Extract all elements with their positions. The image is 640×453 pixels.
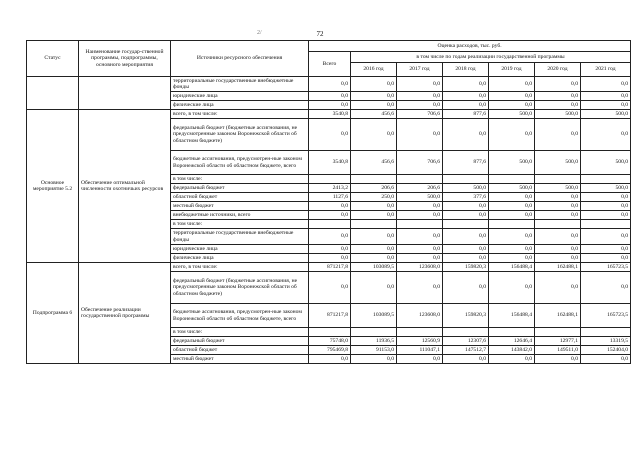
year-value: 11936,5 bbox=[351, 337, 397, 346]
year-value bbox=[581, 175, 631, 184]
source-label: местный бюджет bbox=[171, 355, 309, 364]
header-year: 2021 год bbox=[581, 63, 631, 77]
year-value: 877,6 bbox=[443, 151, 489, 175]
header-year: 2020 год bbox=[535, 63, 581, 77]
total-value: 0,0 bbox=[309, 92, 351, 101]
year-value: 0,0 bbox=[489, 272, 535, 304]
year-value: 0,0 bbox=[443, 202, 489, 211]
source-label: федеральный бюджет bbox=[171, 184, 309, 193]
year-value: 12560,9 bbox=[397, 337, 443, 346]
source-label: федеральный бюджет bbox=[171, 337, 309, 346]
year-value bbox=[581, 220, 631, 229]
year-value: 0,0 bbox=[397, 272, 443, 304]
year-value: 165723,5 bbox=[581, 304, 631, 328]
year-value: 0,0 bbox=[397, 77, 443, 92]
header-status: Статус bbox=[27, 41, 79, 77]
year-value: 91153,0 bbox=[351, 346, 397, 355]
total-value: 3540,8 bbox=[309, 151, 351, 175]
year-value: 0,0 bbox=[581, 202, 631, 211]
year-value: 152404,0 bbox=[581, 346, 631, 355]
total-value: 2413,2 bbox=[309, 184, 351, 193]
year-value: 0,0 bbox=[443, 92, 489, 101]
year-value bbox=[443, 220, 489, 229]
total-value: 0,0 bbox=[309, 229, 351, 245]
year-value: 0,0 bbox=[443, 254, 489, 263]
scan-mark: 2/ bbox=[257, 30, 262, 36]
year-value: 500,0 bbox=[581, 110, 631, 119]
year-value: 165723,5 bbox=[581, 263, 631, 272]
year-value: 0,0 bbox=[397, 245, 443, 254]
year-value: 0,0 bbox=[489, 245, 535, 254]
year-value bbox=[351, 328, 397, 337]
year-value: 0,0 bbox=[535, 355, 581, 364]
year-value: 500,0 bbox=[581, 151, 631, 175]
year-value: 0,0 bbox=[443, 119, 489, 151]
year-value: 0,0 bbox=[443, 229, 489, 245]
year-value: 250,0 bbox=[351, 193, 397, 202]
total-value: 0,0 bbox=[309, 211, 351, 220]
year-value: 500,0 bbox=[489, 184, 535, 193]
year-value: 0,0 bbox=[443, 101, 489, 110]
year-value: 500,0 bbox=[397, 193, 443, 202]
year-value: 0,0 bbox=[535, 101, 581, 110]
year-value: 500,0 bbox=[443, 184, 489, 193]
year-value: 0,0 bbox=[489, 77, 535, 92]
year-value: 0,0 bbox=[443, 272, 489, 304]
year-value: 0,0 bbox=[489, 202, 535, 211]
year-value: 143842,0 bbox=[489, 346, 535, 355]
year-value: 0,0 bbox=[535, 272, 581, 304]
year-value: 0,0 bbox=[581, 211, 631, 220]
year-value: 456,6 bbox=[351, 110, 397, 119]
program-name-cell: Обеспечение оптимальной численности охотничьих ресурсов bbox=[79, 110, 171, 263]
year-value: 500,0 bbox=[535, 110, 581, 119]
source-label: областной бюджет bbox=[171, 193, 309, 202]
program-name-cell: Обеспечение реализации государственной программы bbox=[79, 263, 171, 364]
header-year: 2018 год bbox=[443, 63, 489, 77]
year-value: 0,0 bbox=[443, 245, 489, 254]
total-value: 0,0 bbox=[309, 355, 351, 364]
total-value: 795469,8 bbox=[309, 346, 351, 355]
year-value: 159820,3 bbox=[443, 304, 489, 328]
year-value: 206,6 bbox=[351, 184, 397, 193]
year-value bbox=[397, 175, 443, 184]
year-value bbox=[397, 220, 443, 229]
total-value: 0,0 bbox=[309, 77, 351, 92]
year-value: 103089,5 bbox=[351, 304, 397, 328]
year-value bbox=[535, 220, 581, 229]
total-value: 0,0 bbox=[309, 202, 351, 211]
total-value: 871217,8 bbox=[309, 304, 351, 328]
year-value: 0,0 bbox=[397, 211, 443, 220]
status-cell bbox=[27, 77, 79, 110]
year-value: 0,0 bbox=[489, 254, 535, 263]
total-value: 0,0 bbox=[309, 254, 351, 263]
year-value: 0,0 bbox=[397, 254, 443, 263]
year-value: 156488,4 bbox=[489, 304, 535, 328]
year-value: 0,0 bbox=[397, 92, 443, 101]
year-value: 0,0 bbox=[535, 92, 581, 101]
year-value: 0,0 bbox=[351, 355, 397, 364]
year-value: 0,0 bbox=[351, 77, 397, 92]
year-value: 13319,5 bbox=[581, 337, 631, 346]
year-value: 0,0 bbox=[397, 119, 443, 151]
year-value: 0,0 bbox=[535, 202, 581, 211]
source-label: бюджетные ассигнования, предусмотрен-ные законом Воронежской области об областном бюджете, всего bbox=[171, 151, 309, 175]
year-value bbox=[351, 175, 397, 184]
year-value: 0,0 bbox=[351, 272, 397, 304]
header-estimate: Оценка расходов, тыс. руб. bbox=[309, 41, 631, 52]
year-value: 156488,4 bbox=[489, 263, 535, 272]
year-value: 0,0 bbox=[489, 101, 535, 110]
year-value: 162488,1 bbox=[535, 263, 581, 272]
year-value: 0,0 bbox=[351, 229, 397, 245]
status-cell: Подпрограмма 6 bbox=[27, 263, 79, 364]
year-value: 0,0 bbox=[489, 211, 535, 220]
total-value bbox=[309, 328, 351, 337]
year-value bbox=[443, 328, 489, 337]
year-value: 706,6 bbox=[397, 110, 443, 119]
source-label: юридические лица bbox=[171, 92, 309, 101]
year-value: 0,0 bbox=[535, 193, 581, 202]
source-label: в том числе: bbox=[171, 175, 309, 184]
year-value bbox=[489, 175, 535, 184]
status-cell: Основное мероприятие 5.2 bbox=[27, 110, 79, 263]
year-value: 12977,1 bbox=[535, 337, 581, 346]
year-value: 0,0 bbox=[489, 119, 535, 151]
budget-body bbox=[27, 77, 631, 364]
total-value: 3540,8 bbox=[309, 110, 351, 119]
source-label: в том числе: bbox=[171, 328, 309, 337]
year-value: 12307,6 bbox=[443, 337, 489, 346]
year-value: 0,0 bbox=[581, 254, 631, 263]
table-row bbox=[27, 110, 631, 119]
page-number: 72 bbox=[316, 30, 324, 38]
year-value: 456,6 bbox=[351, 151, 397, 175]
source-label: физические лица bbox=[171, 254, 309, 263]
header-name: Наименование государ-ственной программы, подпрограммы, основного мероприятия bbox=[79, 41, 171, 77]
year-value bbox=[489, 328, 535, 337]
year-value: 0,0 bbox=[351, 254, 397, 263]
year-value bbox=[535, 175, 581, 184]
year-value: 123608,0 bbox=[397, 304, 443, 328]
year-value: 111047,1 bbox=[397, 346, 443, 355]
source-label: областной бюджет bbox=[171, 346, 309, 355]
year-value: 123608,0 bbox=[397, 263, 443, 272]
year-value: 0,0 bbox=[397, 202, 443, 211]
year-value: 0,0 bbox=[581, 92, 631, 101]
year-value: 147512,7 bbox=[443, 346, 489, 355]
year-value: 0,0 bbox=[489, 355, 535, 364]
year-value: 0,0 bbox=[397, 101, 443, 110]
year-value: 0,0 bbox=[351, 202, 397, 211]
year-value: 0,0 bbox=[397, 229, 443, 245]
year-value bbox=[397, 328, 443, 337]
year-value: 0,0 bbox=[489, 92, 535, 101]
source-label: территориальные государственные внебюджетные фонды bbox=[171, 229, 309, 245]
year-value: 0,0 bbox=[489, 193, 535, 202]
source-label: внебюджетные источники, всего bbox=[171, 211, 309, 220]
source-label: всего, в том числе: bbox=[171, 263, 309, 272]
year-value: 500,0 bbox=[489, 110, 535, 119]
total-value: 75748,0 bbox=[309, 337, 351, 346]
year-value: 0,0 bbox=[535, 245, 581, 254]
year-value bbox=[535, 328, 581, 337]
total-value bbox=[309, 175, 351, 184]
total-value: 0,0 bbox=[309, 245, 351, 254]
year-value: 0,0 bbox=[351, 211, 397, 220]
year-value: 206,6 bbox=[397, 184, 443, 193]
year-value: 0,0 bbox=[351, 119, 397, 151]
year-value: 0,0 bbox=[397, 355, 443, 364]
total-value bbox=[309, 220, 351, 229]
year-value bbox=[581, 328, 631, 337]
year-value: 0,0 bbox=[351, 92, 397, 101]
year-value: 0,0 bbox=[535, 229, 581, 245]
table-row bbox=[27, 263, 631, 272]
source-label: местный бюджет bbox=[171, 202, 309, 211]
header-year: 2016 год bbox=[351, 63, 397, 77]
source-label: бюджетные ассигнования, предусмотрен-ные законом Воронежской области об областном бюджете, всего bbox=[171, 304, 309, 328]
year-value: 0,0 bbox=[581, 77, 631, 92]
year-value: 0,0 bbox=[351, 245, 397, 254]
source-label: физические лица bbox=[171, 101, 309, 110]
total-value: 871217,8 bbox=[309, 263, 351, 272]
year-value: 159820,3 bbox=[443, 263, 489, 272]
year-value: 0,0 bbox=[581, 229, 631, 245]
year-value: 0,0 bbox=[443, 355, 489, 364]
header-year: 2019 год bbox=[489, 63, 535, 77]
year-value: 0,0 bbox=[535, 254, 581, 263]
header-source: Источники ресурсного обеспечения bbox=[171, 41, 309, 77]
year-value: 500,0 bbox=[489, 151, 535, 175]
year-value: 377,6 bbox=[443, 193, 489, 202]
table-row bbox=[27, 77, 631, 92]
budget-table bbox=[26, 40, 631, 364]
year-value: 0,0 bbox=[535, 119, 581, 151]
source-label: федеральный бюджет (бюджетные ассигнования, не предусмотренные законом Воронежской области об областном бюджете) bbox=[171, 272, 309, 304]
year-value: 500,0 bbox=[535, 184, 581, 193]
total-value: 1127,6 bbox=[309, 193, 351, 202]
year-value: 0,0 bbox=[581, 272, 631, 304]
source-label: в том числе: bbox=[171, 220, 309, 229]
year-value: 500,0 bbox=[535, 151, 581, 175]
source-label: всего, в том числе: bbox=[171, 110, 309, 119]
year-value: 0,0 bbox=[581, 193, 631, 202]
year-value bbox=[489, 220, 535, 229]
total-value: 0,0 bbox=[309, 101, 351, 110]
year-value: 0,0 bbox=[351, 101, 397, 110]
year-value bbox=[351, 220, 397, 229]
year-value: 162488,1 bbox=[535, 304, 581, 328]
header-by-years: в том числе по годам реализации государственной программы bbox=[351, 52, 631, 63]
year-value: 0,0 bbox=[581, 355, 631, 364]
year-value: 877,6 bbox=[443, 110, 489, 119]
program-name-cell bbox=[79, 77, 171, 110]
year-value: 0,0 bbox=[581, 101, 631, 110]
year-value: 500,0 bbox=[581, 184, 631, 193]
year-value: 0,0 bbox=[489, 229, 535, 245]
year-value: 0,0 bbox=[581, 119, 631, 151]
total-value: 0,0 bbox=[309, 272, 351, 304]
year-value bbox=[443, 175, 489, 184]
source-label: федеральный бюджет (бюджетные ассигнования, не предусмотренные законом Воронежской области об областном бюджете) bbox=[171, 119, 309, 151]
source-label: юридические лица bbox=[171, 245, 309, 254]
header-year: 2017 год bbox=[397, 63, 443, 77]
source-label: территориальные государственные внебюджетные фонды bbox=[171, 77, 309, 92]
total-value: 0,0 bbox=[309, 119, 351, 151]
year-value: 0,0 bbox=[443, 77, 489, 92]
year-value: 0,0 bbox=[535, 211, 581, 220]
year-value: 0,0 bbox=[535, 77, 581, 92]
year-value: 0,0 bbox=[581, 245, 631, 254]
year-value: 12646,4 bbox=[489, 337, 535, 346]
year-value: 0,0 bbox=[443, 211, 489, 220]
header-total: Всего bbox=[309, 52, 351, 77]
year-value: 706,6 bbox=[397, 151, 443, 175]
year-value: 149511,0 bbox=[535, 346, 581, 355]
year-value: 103089,5 bbox=[351, 263, 397, 272]
